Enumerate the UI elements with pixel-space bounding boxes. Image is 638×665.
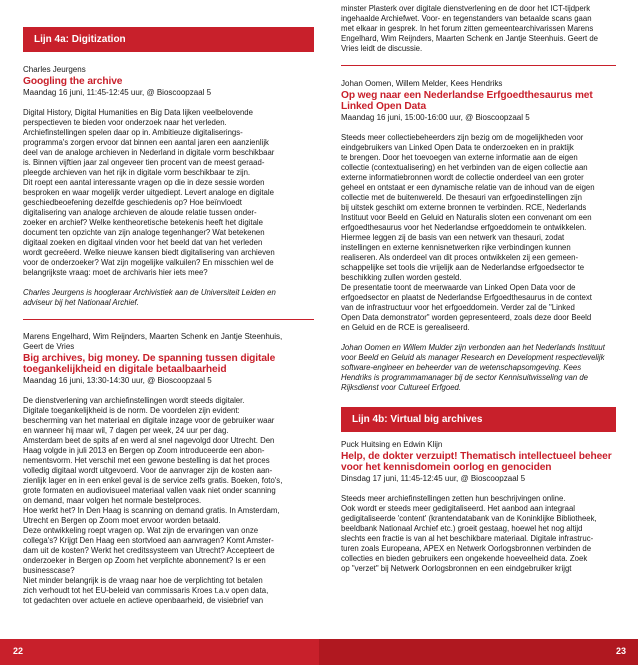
session-title: Big archives, big money. De spanning tussen digitale toegankelijkheid en digitale betaalbaarheid [23, 353, 276, 375]
session-speakers: Charles Jeurgens [23, 65, 86, 74]
track-header-4a: Lijn 4a: Digitization [23, 27, 314, 52]
session-datetime: Maandag 16 juni, 15:00-16:00 uur, @ Bioscoopzaal 5 [341, 113, 530, 122]
session-description: Steeds meer collectiebeheerders zijn bezig om de mogelijkheden voor eindgebruikers van Linked Open Data te onderzoeken en in praktijk te brengen. Door het toevoegen van externe informatie aan de eigen collectie (contextualisering) en het verbinden van de eigen collectie aan externe informatiebronnen wordt de collectie onderdeel van een groter geheel en ontstaat er een dynamische relatie van de inhoud van de eigen collectie met de buitenwereld. De thesauri van erfgoedinstellingen zijn bij uitstek geschikt om externe bronnen te verbinden. RCE, Nederlands Instituut voor Beeld en Geluid en Naturalis sloten een convenant om een erfgoedthesaurus voor het Nederlandse erfgoeddomein te ontwikkelen. Hiermee leggen zij de basis van een netwerk van thesauri, zodat instellingen en externe kennisnetwerken rijke verbindingen kunnen realiseren. Als onderdeel van dit proces ontwikkelen zij een gemeen- schappelijke set tools die vrijelijk aan de Nederlandse erfgoedsector te beschikking zullen worden gesteld. De presentatie toont de meerwaarde van Linked Open Data voor de erfgoedsector en plaatst de Nederlandse Erfgoedthesaurus in de context van de infrastructuur voor het erfgoeddomein. Verder zal de "Linked Open Data demonstrator" worden gepresenteerd, zoals deze door Beeld en Geluid en de RCE is gerealiseerd. [341, 133, 595, 332]
speaker-bio: Charles Jeurgens is hoogleraar Archivistiek aan de Universiteit Leiden en adviseur bij het Nationaal Archief. [23, 288, 276, 307]
footer-band-left [0, 639, 319, 665]
session-speakers: Marens Engelhard, Wim Reijnders, Maarten Schenk en Jantje Steenhuis, Geert de Vries [23, 332, 283, 351]
speaker-bio: Johan Oomen en Willem Mulder zijn verbonden aan het Nederlands Instituut voor Beeld en Geluid als manager Research en Development respectievelijk software-engineer en beheerder van de wetenschapsomgeving. Kees Hendriks is programmamanager bij de sector Kennisuitwisseling van de Rijksdienst voor Cultureel Erfgoed. [341, 343, 605, 392]
page-number-left: 22 [13, 646, 24, 656]
left-column [23, 0, 314, 606]
session-title: Googling the archive [23, 76, 123, 87]
right-column [341, 0, 616, 574]
session-title: Op weg naar een Nederlandse Erfgoedthesaurus met Linked Open Data [341, 90, 593, 112]
session-description: De dienstverlening van archiefinstellingen wordt steeds digitaler. Digitale toegankelijkheid is de norm. De voordelen zijn evident: bescherming van het materiaal en digitale inzage voor de gebruiker waar en wanneer hij maar wil, 7 dagen per week, 24 uur per dag. Amsterdam beet de spits af en werd al snel nagevolgd door Utrecht. Den Haag volgde in juli 2013 en Bergen op Zoom introduceerde een abon- nementsvorm. Het verschil met een gewone bestelling is dat het proces volledig digitaal wordt uitgevoerd. Voor de aanvrager zijn de kosten aan- zienlijk lager en in een enkel geval is de service zelfs gratis. Boeken, foto's, grote formaten en audiovisueel materiaal vallen vaak niet onder scanning on demand, maar volgen het normale bestelproces. Hoe werkt het? In Den Haag is scanning on demand gratis. In Amsterdam, Utrecht en Bergen op Zoom moet ervoor worden betaald. Deze ontwikkeling roept vragen op. Wat zijn de ervaringen van onze collega's? Krijgt Den Haag een stortvloed aan aanvragen? Komt Amster- dam uit de kosten? Werkt het creditssysteem van Utrecht? Accepteert de onderzoeker in Bergen op Zoom het verplichte abonnement? Is er een businesscase? Niet minder belangrijk is de vraag naar hoe de verplichting tot betalen zich verhoudt tot het EU-beleid van commissaris Kroes t.a.v open data, tot gedachten over actuele en actieve openbaarheid, de visiebrief van [23, 396, 283, 605]
session-speakers: Puck Huitsing en Edwin Klijn [341, 440, 443, 449]
session-description: Steeds meer archiefinstellingen zetten hun beschrijvingen online. Ook wordt er steeds meer gedigitaliseerd. Het aanbod aan integraal gedigitaliseerde 'content' (krantendatabank van de Koninklijke Bibliotheek, beeldbank Nationaal Archief etc.) groeit gestaag, hoewel het nog altijd slechts een fractie is van al het beschikbare materiaal. Digitale infrastruc- turen zoals Europeana, APEX en Netwerk Oorlogsbronnen verbinden de collecties en bieden gebruikers een ongekende hoeveelheid data. Zoek op "verzet" bij Netwerk Oorlogsbronnen en een eindgebruiker krijgt [341, 494, 597, 573]
session-title: Help, de dokter verzuipt! Thematisch intellectueel beheer voor het kennisdomein oorlog en genociden [341, 451, 612, 473]
section-divider [23, 319, 314, 320]
section-divider [341, 65, 616, 66]
track-header-4b: Lijn 4b: Virtual big archives [341, 407, 616, 432]
footer-band-right [319, 639, 638, 665]
session-description-continued: minster Plasterk over digitale dienstverlening en de door het ICT-tijdperk ingehaalde Archiefwet. Voor- en tegenstanders van betaalde scans gaan met elkaar in gesprek. In het forum zitten gemeentearchivarissen Marens Engelhard, Wim Reijnders, Maarten Schenk en Jantje Steenhuis. Geert de Vries leidt de discussie. [341, 4, 599, 53]
page-footer [0, 639, 638, 665]
session-datetime: Maandag 16 juni, 11:45-12:45 uur, @ Bioscoopzaal 5 [23, 88, 212, 97]
session-datetime: Dinsdag 17 juni, 11:45-12:45 uur, @ Bioscoopzaal 5 [341, 474, 526, 483]
session-datetime: Maandag 16 juni, 13:30-14:30 uur, @ Bioscoopzaal 5 [23, 376, 212, 385]
session-speakers: Johan Oomen, Willem Melder, Kees Hendriks [341, 79, 503, 88]
page-number-right: 23 [615, 646, 626, 656]
session-description: Digital History, Digital Humanities en Big Data lijken veelbelovende perspectieven te bieden voor onderzoek naar het verleden. Archiefinstellingen spelen daar op in. Ambitieuze digitaliserings- programma's zorgen ervoor dat binnen een aantal jaren een aanzienlijk deel van de analoge archieven in Nederland in digitale vorm beschikbaar is. Binnen vijftien jaar zal ongeveer tien procent van de meest geraad- pleegde archieven van het rijk in digitale vorm beschikbaar te zijn. Dit roept een aantal interessante vragen op die in deze sessie worden besproken en waar mogelijk verder uitgediept. Levert analoge en digitale geschiedbeoefening dezelfde geschiedenis op? Hoe beïnvloedt digitalisering van analoge archieven de aloude relatie tussen onder- zoeker en archief? Welke kentheoretische betekenis heeft het digitale document ten opzichte van zijn analoge tegenhanger? Wat betekenen digitaal zoeken en digitaal vinden voor het beeld dat van het verleden wordt gecreëerd. Welke nieuwe kansen biedt digitalisering van archieven voor de onderzoeker? Wat zijn mogelijke valkuilen? En misschien wel de belangrijkste vraag: moet de archivaris hier iets mee? [23, 108, 275, 277]
